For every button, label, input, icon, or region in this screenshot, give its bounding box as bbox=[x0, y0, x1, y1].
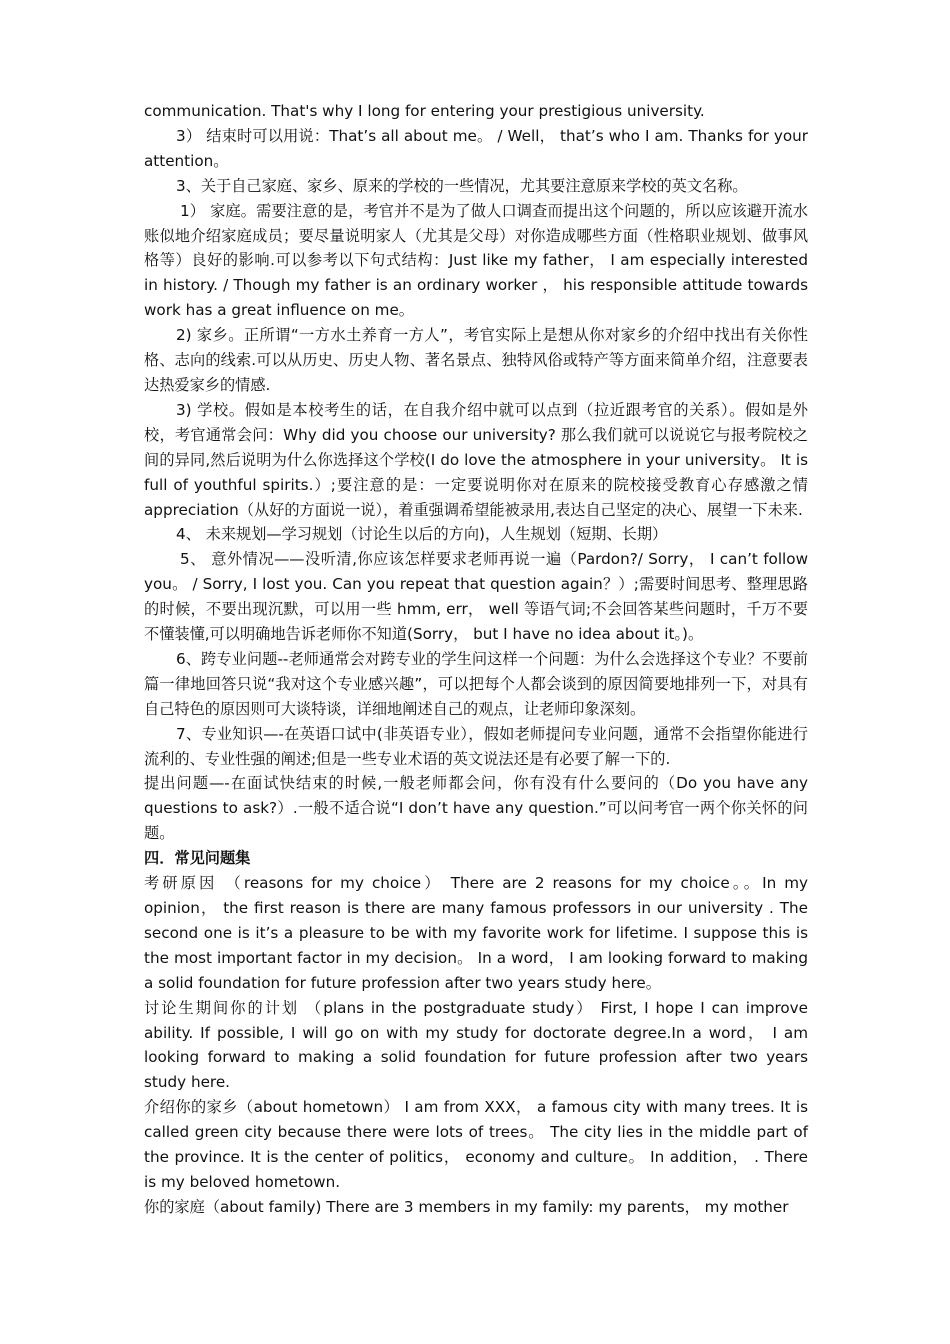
paragraph-reasons: 考研原因 （reasons for my choice） There are 2 reasons for my choice。。In my opinion， the first reason is there are many famous professors in our university . The second one is it’s a pleasure to be with my favorite work for lifetime. I suppose this is the most important factor in my decision。 In a word， I am looking forward to making a solid foundation for future profession after two years study here。 bbox=[144, 874, 808, 992]
paragraph-about-hometown: 介绍你的家乡（about hometown） I am from XXX， a famous city with many trees. It is called green city because there were lots of trees。 The city lies in the middle part of the province. It is the center of politics， economy and culture。 In addition， . There is my beloved hometown. bbox=[144, 1098, 808, 1191]
paragraph-closing-phrase: 3） 结束时可以用说：That’s all about me。 / Well， that’s who I am. Thanks for your attention。 bbox=[144, 126, 808, 170]
paragraph-family: 1） 家庭。需要注意的是，考官并不是为了做人口调查而提出这个问题的，所以应该避开流水账似地介绍家庭成员；要尽量说明家人（尤其是父母）对你造成哪些方面（性格职业规划、做事风格等）良好的影响.可以参考以下句式结构：Just like my father， I am especially interested in history. / Though my father is an ordinary worker ， his responsible attitude towards work has a great influence on me。 bbox=[144, 201, 808, 320]
section-heading: 四．常见问题集 bbox=[144, 849, 251, 868]
paragraph-plans: 讨论生期间你的计划 （plans in the postgraduate study） First, I hope I can improve ability. If possible, I will go on with my study for doctorate degree.In a word， I am looking forward to making a solid foundation for future profession after two years study here. bbox=[144, 998, 808, 1092]
paragraph-communication: communication. That's why I long for entering your prestigious university. bbox=[144, 102, 705, 120]
paragraph-school: 3) 学校。假如是本校考生的话，在自我介绍中就可以点到（拉近跟考官的关系）。假如是外校，考官通常会问：Why did you choose our university? 那么我们就可以说说它与报考院校之间的异同,然后说明为什么你选择这个学校(I do love the atmosphere in your university。 It is full of youthful spirits.）;要注意的是：一定要说明你对在原来的院校接受教育心存感激之情 appreciation（从好的方面说一说），着重强调希望能被录用,表达自己坚定的决心、展望一下未来. bbox=[144, 400, 808, 519]
paragraph-cross-major: 6、跨专业问题--老师通常会对跨专业的学生问这样一个问题：为什么会选择这个专业？不要前篇一律地回答只说“我对这个专业感兴趣”，可以把每个人都会谈到的原因简要地排列一下，对具有自己特色的原因则可大谈特谈，详细地阐述自己的观点，让老师印象深刻。 bbox=[144, 649, 808, 718]
paragraph-future-plan: 4、 未来规划—学习规划（讨论生以后的方向)，人生规划（短期、长期） bbox=[176, 525, 668, 544]
paragraph-unexpected: 5、 意外情况——没听清,你应该怎样要求老师再说一遍（Pardon?/ Sorry， I can’t follow you。 / Sorry, I lost you. Can you repeat that question again？）;需要时间思考、整理思路的时候，不要出现沉默，可以用一些 hmm, err， well 等语气词;不会回答某些问题时，千万不要不懂装懂,可以明确地告诉老师你不知道(Sorry， but I have no idea about it。)。 bbox=[144, 550, 808, 644]
document-body bbox=[144, 99, 808, 1220]
paragraph-ask-questions: 提出问题—-在面试快结束的时候,一般老师都会问，你有没有什么要问的（Do you have any questions to ask?）.一般不适合说“I don’t have any question.”可以问考官一两个你关怀的问题。 bbox=[144, 774, 808, 843]
paragraph-professional-knowledge: 7、专业知识—-在英语口试中(非英语专业），假如老师提问专业问题，通常不会指望你能进行流利的、专业性强的阐述;但是一些专业术语的英文说法还是有必要了解一下的. bbox=[144, 724, 808, 768]
paragraph-about-family: 你的家庭（about family) There are 3 members in my family: my parents， my mother bbox=[144, 1197, 789, 1216]
paragraph-hometown: 2) 家乡。正所谓“一方水土养育一方人”，考官实际上是想从你对家乡的介绍中找出有关你性格、志向的线索.可以从历史、历史人物、著名景点、独特风俗或特产等方面来简单介绍，注意要表达热爱家乡的情感. bbox=[144, 326, 808, 394]
paragraph-section-3: 3、关于自己家庭、家乡、原来的学校的一些情况，尤其要注意原来学校的英文名称。 bbox=[176, 176, 748, 195]
